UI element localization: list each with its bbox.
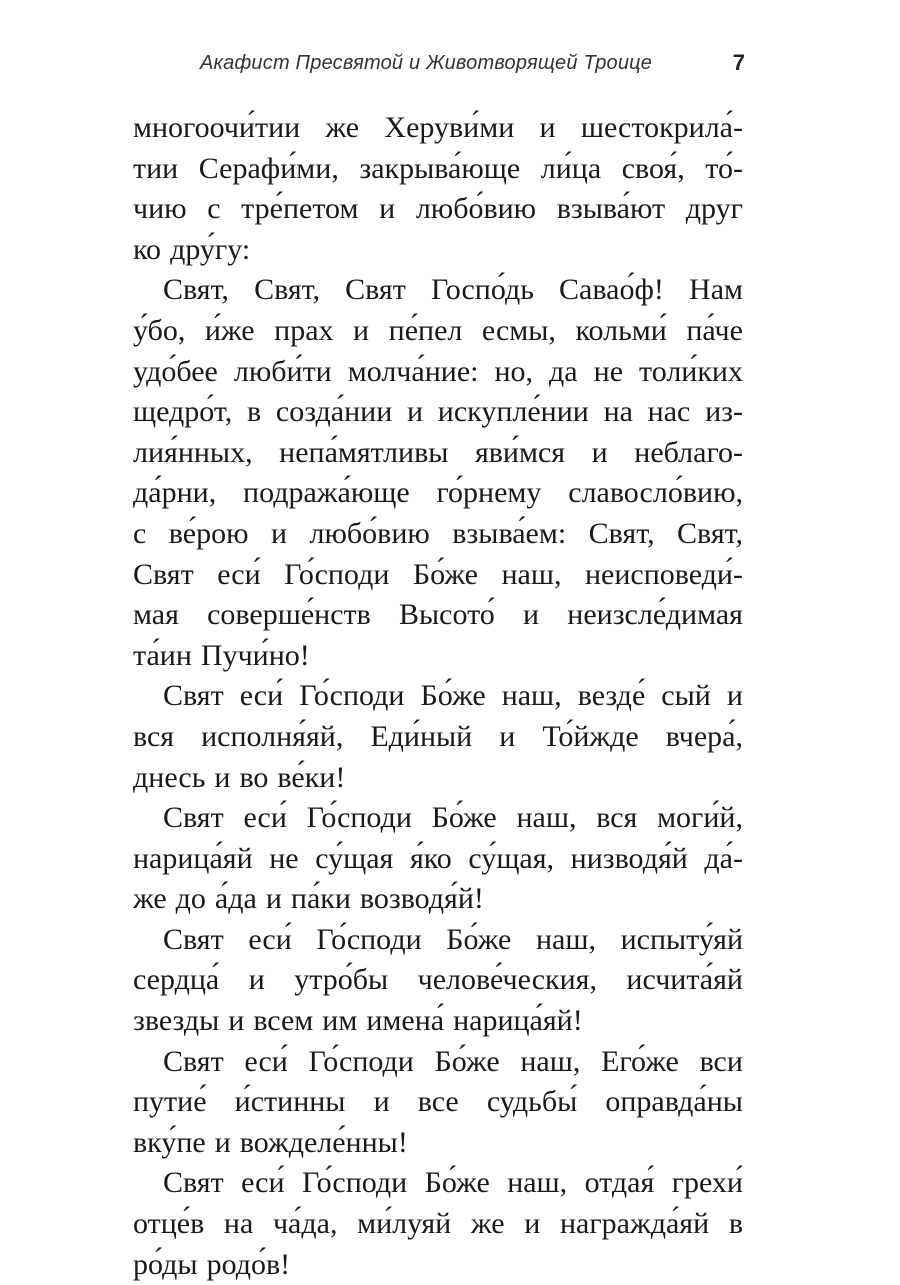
word: во: [239, 760, 269, 794]
word: да́-: [704, 841, 743, 875]
word: и: [353, 313, 370, 347]
word: своя́,: [621, 151, 685, 185]
word: го́рнему: [436, 476, 542, 510]
word: Бо́же: [412, 557, 479, 591]
word: на: [223, 1207, 254, 1241]
word: а́да: [214, 882, 257, 916]
text-line: [133, 960, 743, 1001]
word: наш,: [501, 679, 562, 713]
text-line: [133, 311, 743, 352]
text-line: [133, 1042, 743, 1083]
word: удо́бее: [133, 354, 218, 388]
word: Свят: [163, 922, 224, 956]
word: с: [207, 192, 221, 226]
word: и́стинны: [234, 1085, 346, 1119]
paragraph: [133, 108, 743, 270]
text-line: [133, 676, 743, 717]
word: да: [549, 354, 578, 388]
word: Свят: [133, 557, 194, 591]
word: Свят: [163, 1166, 224, 1200]
word: наш,: [536, 922, 596, 956]
text-line: [133, 839, 743, 880]
word: и: [726, 679, 743, 713]
word: им: [322, 1004, 358, 1038]
word: взыва́ют: [556, 192, 666, 226]
text-line: [133, 352, 743, 393]
word: нарица́яй: [133, 841, 253, 875]
word: и: [214, 1125, 231, 1159]
word: яви́мся: [474, 435, 566, 469]
word: в: [246, 395, 262, 429]
word: наш,: [520, 1044, 581, 1078]
word: Свят: [163, 679, 224, 713]
word: славосло́вию,: [568, 476, 743, 510]
word: у́бо,: [133, 313, 186, 347]
text-line: [133, 798, 743, 839]
word: па́че: [686, 313, 743, 347]
word: отце́в: [133, 1207, 205, 1241]
word: нарица́яй!: [453, 1004, 583, 1038]
word: ве́рою: [168, 516, 249, 550]
word: Серафи́ми,: [198, 151, 339, 185]
word: искупле́нии: [437, 395, 589, 429]
word: и: [248, 963, 265, 997]
text-line: [133, 717, 743, 758]
word: Еди́ный: [370, 719, 473, 753]
word: Бо́же: [446, 922, 512, 956]
text-line: [133, 636, 743, 677]
word: ко: [133, 232, 162, 266]
text-line: [133, 758, 743, 799]
word: из-: [705, 395, 743, 429]
word: ча́да,: [272, 1207, 338, 1241]
word: су́щая,: [468, 841, 555, 875]
word: молча́ние:: [347, 354, 479, 388]
text-line: [133, 595, 743, 636]
word: да́рни,: [133, 476, 217, 510]
word: челове́ческия,: [417, 963, 597, 997]
word: еси́: [248, 922, 292, 956]
word: и: [373, 1085, 390, 1119]
text-line: [133, 920, 743, 961]
word: Го́споди: [306, 801, 412, 835]
word: Бо́же: [424, 1166, 490, 1200]
word: Бо́же: [420, 679, 486, 713]
word: родо́в!: [206, 1247, 291, 1281]
word: и: [591, 435, 608, 469]
word: ли́ца: [540, 151, 602, 185]
text-line: [133, 149, 743, 190]
word: наш,: [516, 801, 577, 835]
word: Свят,: [163, 273, 229, 307]
word: та́ин: [133, 638, 192, 672]
text-line: [133, 230, 743, 271]
word: ро́ды: [133, 1247, 198, 1281]
text-line: [133, 1204, 743, 1245]
word: сердца́: [133, 963, 220, 997]
word: Свят,: [254, 273, 321, 307]
word: грехи́: [671, 1166, 743, 1200]
word: любо́вию: [309, 516, 430, 550]
word: и́же: [204, 313, 255, 347]
word: моги́й,: [657, 801, 743, 835]
word: сый: [661, 679, 711, 713]
word: днесь: [133, 760, 206, 794]
word: прах: [274, 313, 334, 347]
word: неизсле́димая: [567, 598, 743, 632]
word: и: [539, 111, 556, 144]
page-number: 7: [732, 50, 745, 75]
word: наш,: [501, 557, 562, 591]
word: Пучи́но!: [200, 638, 310, 672]
text-line: [133, 270, 743, 311]
text-line: [133, 189, 743, 230]
word: Херуви́ми: [384, 111, 515, 144]
word: непа́мятливы: [279, 435, 449, 469]
word: вку́пе: [133, 1125, 206, 1159]
word: нас: [647, 395, 691, 429]
word: и: [228, 1004, 245, 1038]
word: Го́споди: [284, 557, 390, 591]
word: же: [470, 1207, 505, 1241]
paragraph: [133, 676, 743, 798]
word: наш,: [507, 1166, 568, 1200]
text-line: [133, 108, 743, 149]
word: еси́: [244, 1044, 288, 1078]
word: до: [175, 882, 206, 916]
word: подража́юще: [243, 476, 410, 510]
word: соверше́нств: [207, 598, 371, 632]
word: еси́: [239, 679, 284, 713]
word: щедро́т,: [133, 395, 233, 429]
word: и: [265, 882, 282, 916]
text-line: [133, 473, 743, 514]
word: тре́петом: [241, 192, 359, 226]
word: не: [269, 841, 299, 875]
word: все: [417, 1085, 459, 1119]
paragraph: [133, 798, 743, 920]
word: Его́же: [601, 1044, 679, 1078]
word: вси: [699, 1044, 743, 1078]
word: еси́: [243, 801, 287, 835]
word: и: [214, 760, 231, 794]
word: Савао́ф!: [559, 273, 664, 307]
word: Бо́же: [434, 1044, 500, 1078]
word: Свят,: [588, 516, 655, 550]
text-line: [133, 555, 743, 596]
text-line: [133, 1163, 743, 1204]
word: закрыва́юще: [359, 151, 521, 185]
word: Го́споди: [299, 679, 405, 713]
word: то́-: [705, 151, 743, 185]
word: ми́луяй: [357, 1207, 452, 1241]
text-line: [133, 433, 743, 474]
text-line: [133, 879, 743, 920]
word: мая: [133, 598, 179, 632]
word: награжда́яй: [559, 1207, 710, 1241]
word: То́йжде: [542, 719, 639, 753]
running-header: [200, 52, 745, 84]
text-line: [133, 1001, 743, 1042]
word: но,: [494, 354, 534, 388]
word: Госпо́дь: [431, 273, 534, 307]
word: с: [133, 516, 147, 550]
word: тии: [133, 151, 179, 185]
word: шестокрила́-: [580, 111, 743, 144]
body-text: [133, 108, 743, 1285]
word: пе́пел: [388, 313, 463, 347]
word: ве́ки!: [277, 760, 346, 794]
word: вчера́,: [665, 719, 743, 753]
word: Свят: [163, 801, 224, 835]
word: в: [728, 1207, 743, 1241]
text-line: [133, 1245, 743, 1285]
word: возводя́й!: [359, 882, 484, 916]
word: же: [133, 882, 167, 916]
word: вся: [133, 719, 175, 753]
word: Го́споди: [308, 1044, 414, 1078]
word: толи́ких: [639, 354, 743, 388]
word: исполня́яй,: [201, 719, 344, 753]
word: не: [593, 354, 624, 388]
word: Свят: [163, 1044, 224, 1078]
word: звезды: [133, 1004, 220, 1038]
word: па́ки: [290, 882, 351, 916]
word: Высото́: [399, 598, 495, 632]
paragraph: [133, 270, 743, 676]
word: я́ко: [409, 841, 452, 875]
word: су́щая: [315, 841, 394, 875]
word: любо́вию: [415, 192, 537, 226]
word: чию: [133, 192, 187, 226]
word: и: [524, 1207, 541, 1241]
word: и: [407, 395, 424, 429]
word: неблаго-: [634, 435, 743, 469]
word: Свят: [345, 273, 406, 307]
paragraph: [133, 1163, 743, 1285]
word: и: [523, 598, 540, 632]
word: люби́ти: [233, 354, 332, 388]
word: есмы,: [481, 313, 556, 347]
word: многоочи́тии: [133, 111, 301, 144]
word: лия́нных,: [133, 435, 253, 469]
word: исчита́яй: [626, 963, 743, 997]
word: и: [499, 719, 516, 753]
word: взыва́ем:: [452, 516, 567, 550]
paragraph: [133, 1042, 743, 1164]
paragraph: [133, 920, 743, 1042]
text-line: [133, 392, 743, 433]
word: отдая́: [584, 1166, 655, 1200]
word: еси́: [241, 1166, 285, 1200]
word: имена́: [366, 1004, 445, 1038]
word: друг: [685, 192, 743, 226]
word: Го́споди: [316, 922, 422, 956]
word: еси́: [217, 557, 261, 591]
text-line: [133, 1082, 743, 1123]
word: путие́: [133, 1085, 207, 1119]
word: Бо́же: [431, 801, 497, 835]
word: всем: [253, 1004, 314, 1038]
word: дру́гу:: [170, 232, 251, 266]
word: утро́бы: [294, 963, 389, 997]
header-title: Акафист Пресвятой и Животворящей Троице: [200, 52, 653, 74]
word: же: [325, 111, 360, 144]
word: испыту́яй: [620, 922, 743, 956]
word: неисповеди́-: [584, 557, 743, 591]
word: низводя́й: [570, 841, 688, 875]
word: и: [379, 192, 396, 226]
word: судьбы́: [486, 1085, 578, 1119]
text-line: [133, 514, 743, 555]
word: вожделе́нны!: [239, 1125, 408, 1159]
word: Свят,: [677, 516, 743, 550]
text-line: [133, 1123, 743, 1164]
word: вся: [596, 801, 638, 835]
word: кольми́: [575, 313, 667, 347]
word: Го́споди: [301, 1166, 408, 1200]
word: Нам: [689, 273, 743, 307]
word: оправда́ны: [605, 1085, 743, 1119]
word: везде́: [577, 679, 646, 713]
word: на: [603, 395, 633, 429]
word: и: [270, 516, 288, 550]
word: созда́нии: [275, 395, 393, 429]
